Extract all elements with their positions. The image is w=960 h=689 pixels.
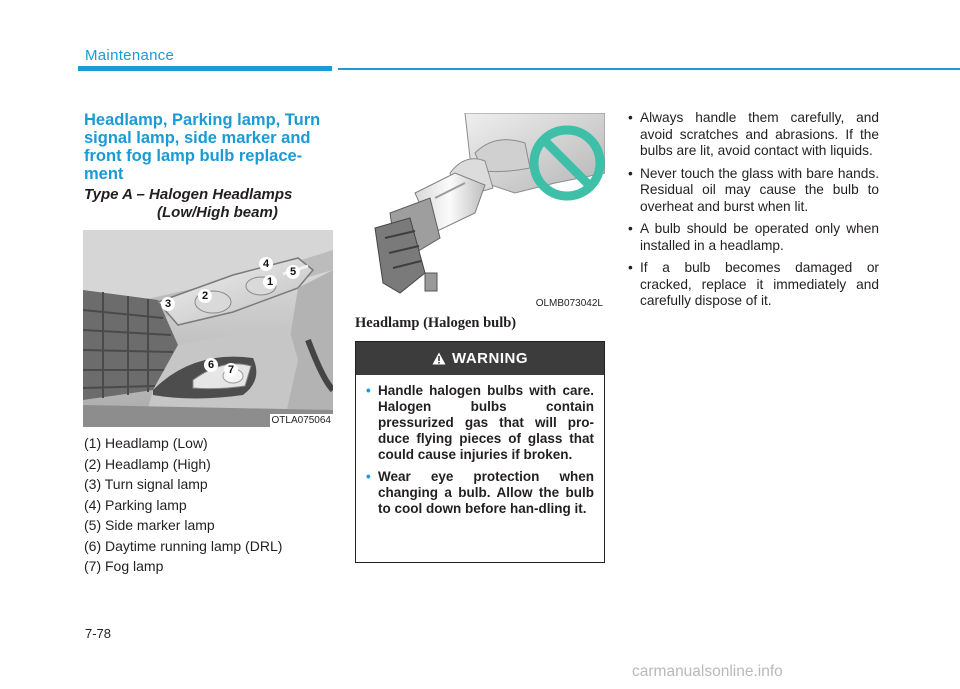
- headlamp-figure: [83, 230, 333, 427]
- legend-item: (4) Parking lamp: [84, 496, 187, 513]
- figure-caption: Headlamp (Halogen bulb): [355, 315, 517, 331]
- warning-item: • Handle halogen bulbs with care. Halogen bulbs contain pressurized gas that will pro-duce flying pieces of glass that could cause injuries if broken.: [366, 383, 594, 463]
- caution-item: • Always handle them carefully, and avoid scratches and abrasions. If the bulbs are lit, avoid contact with liquids.: [626, 110, 879, 160]
- warning-header: [356, 342, 604, 375]
- callout-2: 2: [198, 289, 212, 303]
- caution-item: • A bulb should be operated only when installed in a headlamp.: [626, 221, 879, 254]
- callout-7: 7: [224, 363, 238, 377]
- warning-title: WARNING: [452, 350, 528, 367]
- section-label: Maintenance: [85, 47, 175, 64]
- warning-body: [356, 375, 604, 517]
- legend-item: (1) Headlamp (Low): [84, 435, 208, 451]
- car-front-illustration: [83, 230, 333, 427]
- watermark: carmanualsonline.info: [632, 663, 783, 680]
- header-rule-thin: [338, 68, 960, 70]
- caution-item: • If a bulb becomes damaged or cracked, replace it immediately and carefully dispose of it.: [626, 260, 879, 310]
- callout-6: 6: [204, 358, 218, 372]
- legend-item: (2) Headlamp (High): [84, 455, 211, 472]
- caution-item: • Never touch the glass with bare hands. Residual oil may cause the bulb to overheat and burst when lit.: [626, 166, 879, 216]
- warning-item: • Wear eye protection when changing a bulb. Allow the bulb to cool down before han-dling it.: [366, 469, 594, 517]
- halogen-bulb-figure: [355, 113, 605, 310]
- section-heading: Headlamp, Parking lamp, Turn signal lamp, side marker and front fog lamp bulb replace-ment: [84, 111, 321, 183]
- subheading: [84, 186, 334, 222]
- callout-1: 1: [263, 275, 277, 289]
- legend-item: (3) Turn signal lamp: [84, 476, 208, 492]
- legend-item: (7) Fog lamp: [84, 558, 164, 574]
- bulb-handling-illustration: [355, 113, 605, 310]
- page-number: 7-78: [85, 626, 112, 641]
- header-rule-thick: [78, 66, 332, 71]
- legend-item: (6) Daytime running lamp (DRL): [84, 537, 283, 554]
- figure-code: OLMB073042L: [535, 298, 603, 309]
- callout-3: 3: [161, 297, 175, 311]
- warning-box: [355, 341, 605, 563]
- subheading-line-1: Type A – Halogen Headlamps: [84, 186, 293, 203]
- warning-triangle-icon: [432, 352, 446, 365]
- legend-item: (5) Side marker lamp: [84, 517, 215, 533]
- figure-code: OTLA075064: [271, 415, 331, 426]
- callout-5: 5: [286, 265, 300, 279]
- legend: [84, 433, 334, 577]
- subheading-line-2: (Low/High beam): [157, 204, 278, 221]
- callout-4: 4: [259, 257, 273, 271]
- caution-list: [626, 110, 879, 316]
